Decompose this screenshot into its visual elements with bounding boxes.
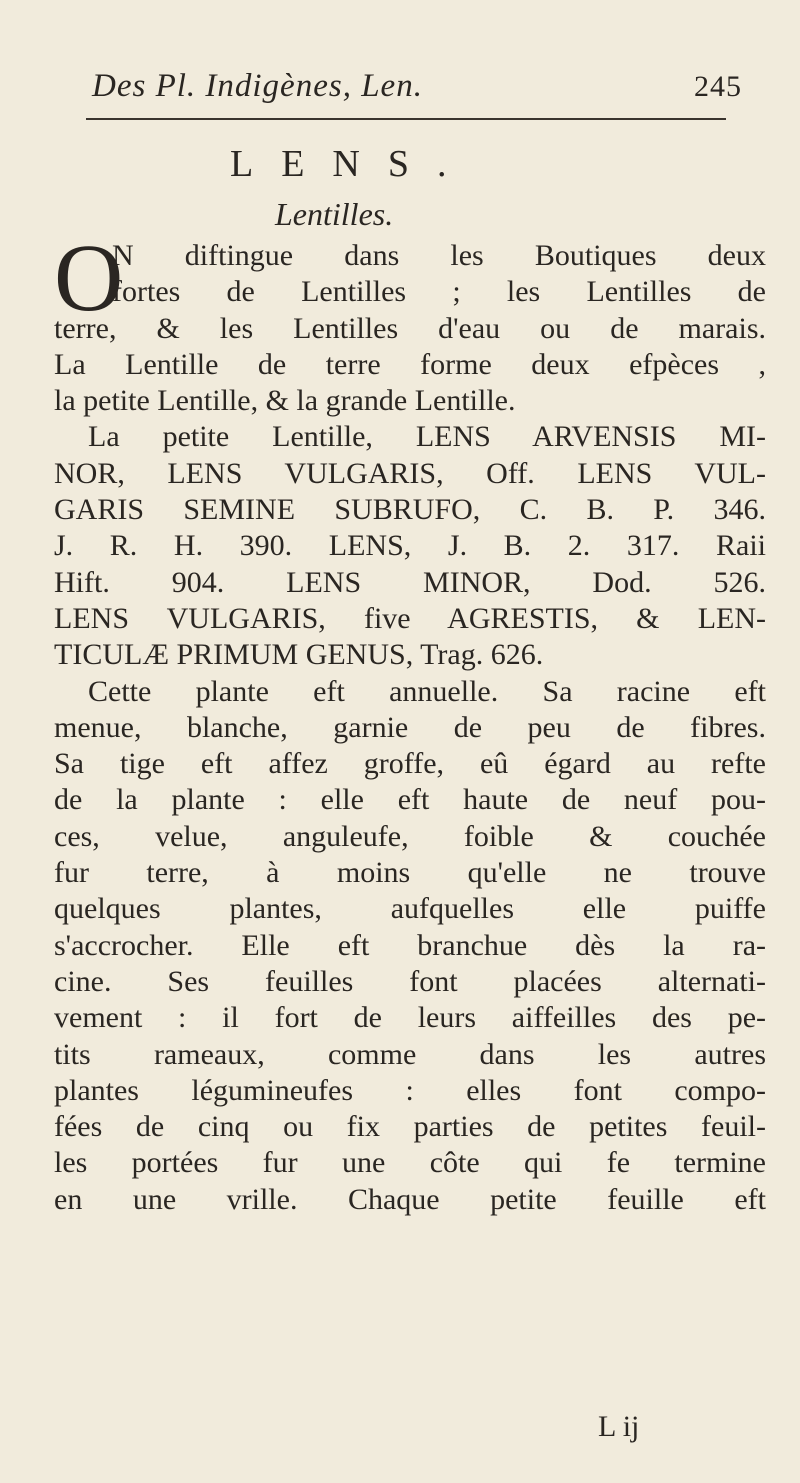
text-line: terre, & les Lentilles d'eau ou de marais. (54, 311, 766, 345)
text-line: fées de cinq ou fix parties de petites feuil- (54, 1110, 766, 1144)
text-line: La Lentille de terre forme deux efpèces , (54, 347, 766, 381)
text-line: ces, velue, anguleufe, foible & couchée (54, 819, 766, 853)
signature-mark: L ij (598, 1410, 640, 1443)
text-line: en une vrille. Chaque petite feuille eft (54, 1182, 766, 1216)
text-line: de la plante : elle eft haute de neuf pou- (54, 783, 766, 817)
text-line: plantes légumineufes : elles font compo- (54, 1073, 766, 1107)
text-line: fortes de Lentilles ; les Lentilles de (112, 275, 766, 309)
running-head-title: Des Pl. Indigènes, Len. (92, 68, 423, 104)
entry-title: LENS. (230, 143, 475, 185)
text-line: TICULÆ PRIMUM GENUS, Trag. 626. (54, 638, 544, 672)
text-line: la petite Lentille, & la grande Lentille. (54, 384, 516, 418)
text-line: quelques plantes, aufquelles elle puiffe (54, 892, 766, 926)
drop-cap: O (54, 224, 124, 331)
text-line: menue, blanche, garnie de peu de fibres. (54, 710, 766, 744)
text-line: N diftingue dans les Boutiques deux (112, 239, 766, 272)
text-line: Cette plante eft annuelle. Sa racine eft (88, 674, 766, 708)
text-line: LENS VULGARIS, five AGRESTIS, & LEN- (54, 601, 766, 635)
text-line: s'accrocher. Elle eft branchue dès la ra- (54, 928, 766, 962)
text-line: tits rameaux, comme dans les autres (54, 1037, 766, 1071)
header-rule (86, 118, 726, 120)
text-line: J. R. H. 390. LENS, J. B. 2. 317. Raii (54, 529, 766, 563)
text-line: Hift. 904. LENS MINOR, Dod. 526. (54, 565, 766, 599)
text-line: cine. Ses feuilles font placées alternati- (54, 964, 766, 998)
page-number: 245 (694, 70, 742, 103)
entry-subtitle: Lentilles. (275, 196, 394, 232)
text-line: vement : il fort de leurs aiffeilles des pe- (54, 1001, 766, 1035)
text-line: Sa tige eft affez groffe, eû égard au refte (54, 747, 766, 781)
running-head (92, 68, 742, 104)
body-text (54, 238, 766, 1218)
text-line: NOR, LENS VULGARIS, Off. LENS VUL- (54, 456, 766, 490)
text-line: fur terre, à moins qu'elle ne trouve (54, 856, 766, 890)
text-line: GARIS SEMINE SUBRUFO, C. B. P. 346. (54, 493, 766, 527)
text-line: les portées fur une côte qui fe termine (54, 1146, 766, 1180)
text-line: La petite Lentille, LENS ARVENSIS MI- (88, 420, 766, 454)
